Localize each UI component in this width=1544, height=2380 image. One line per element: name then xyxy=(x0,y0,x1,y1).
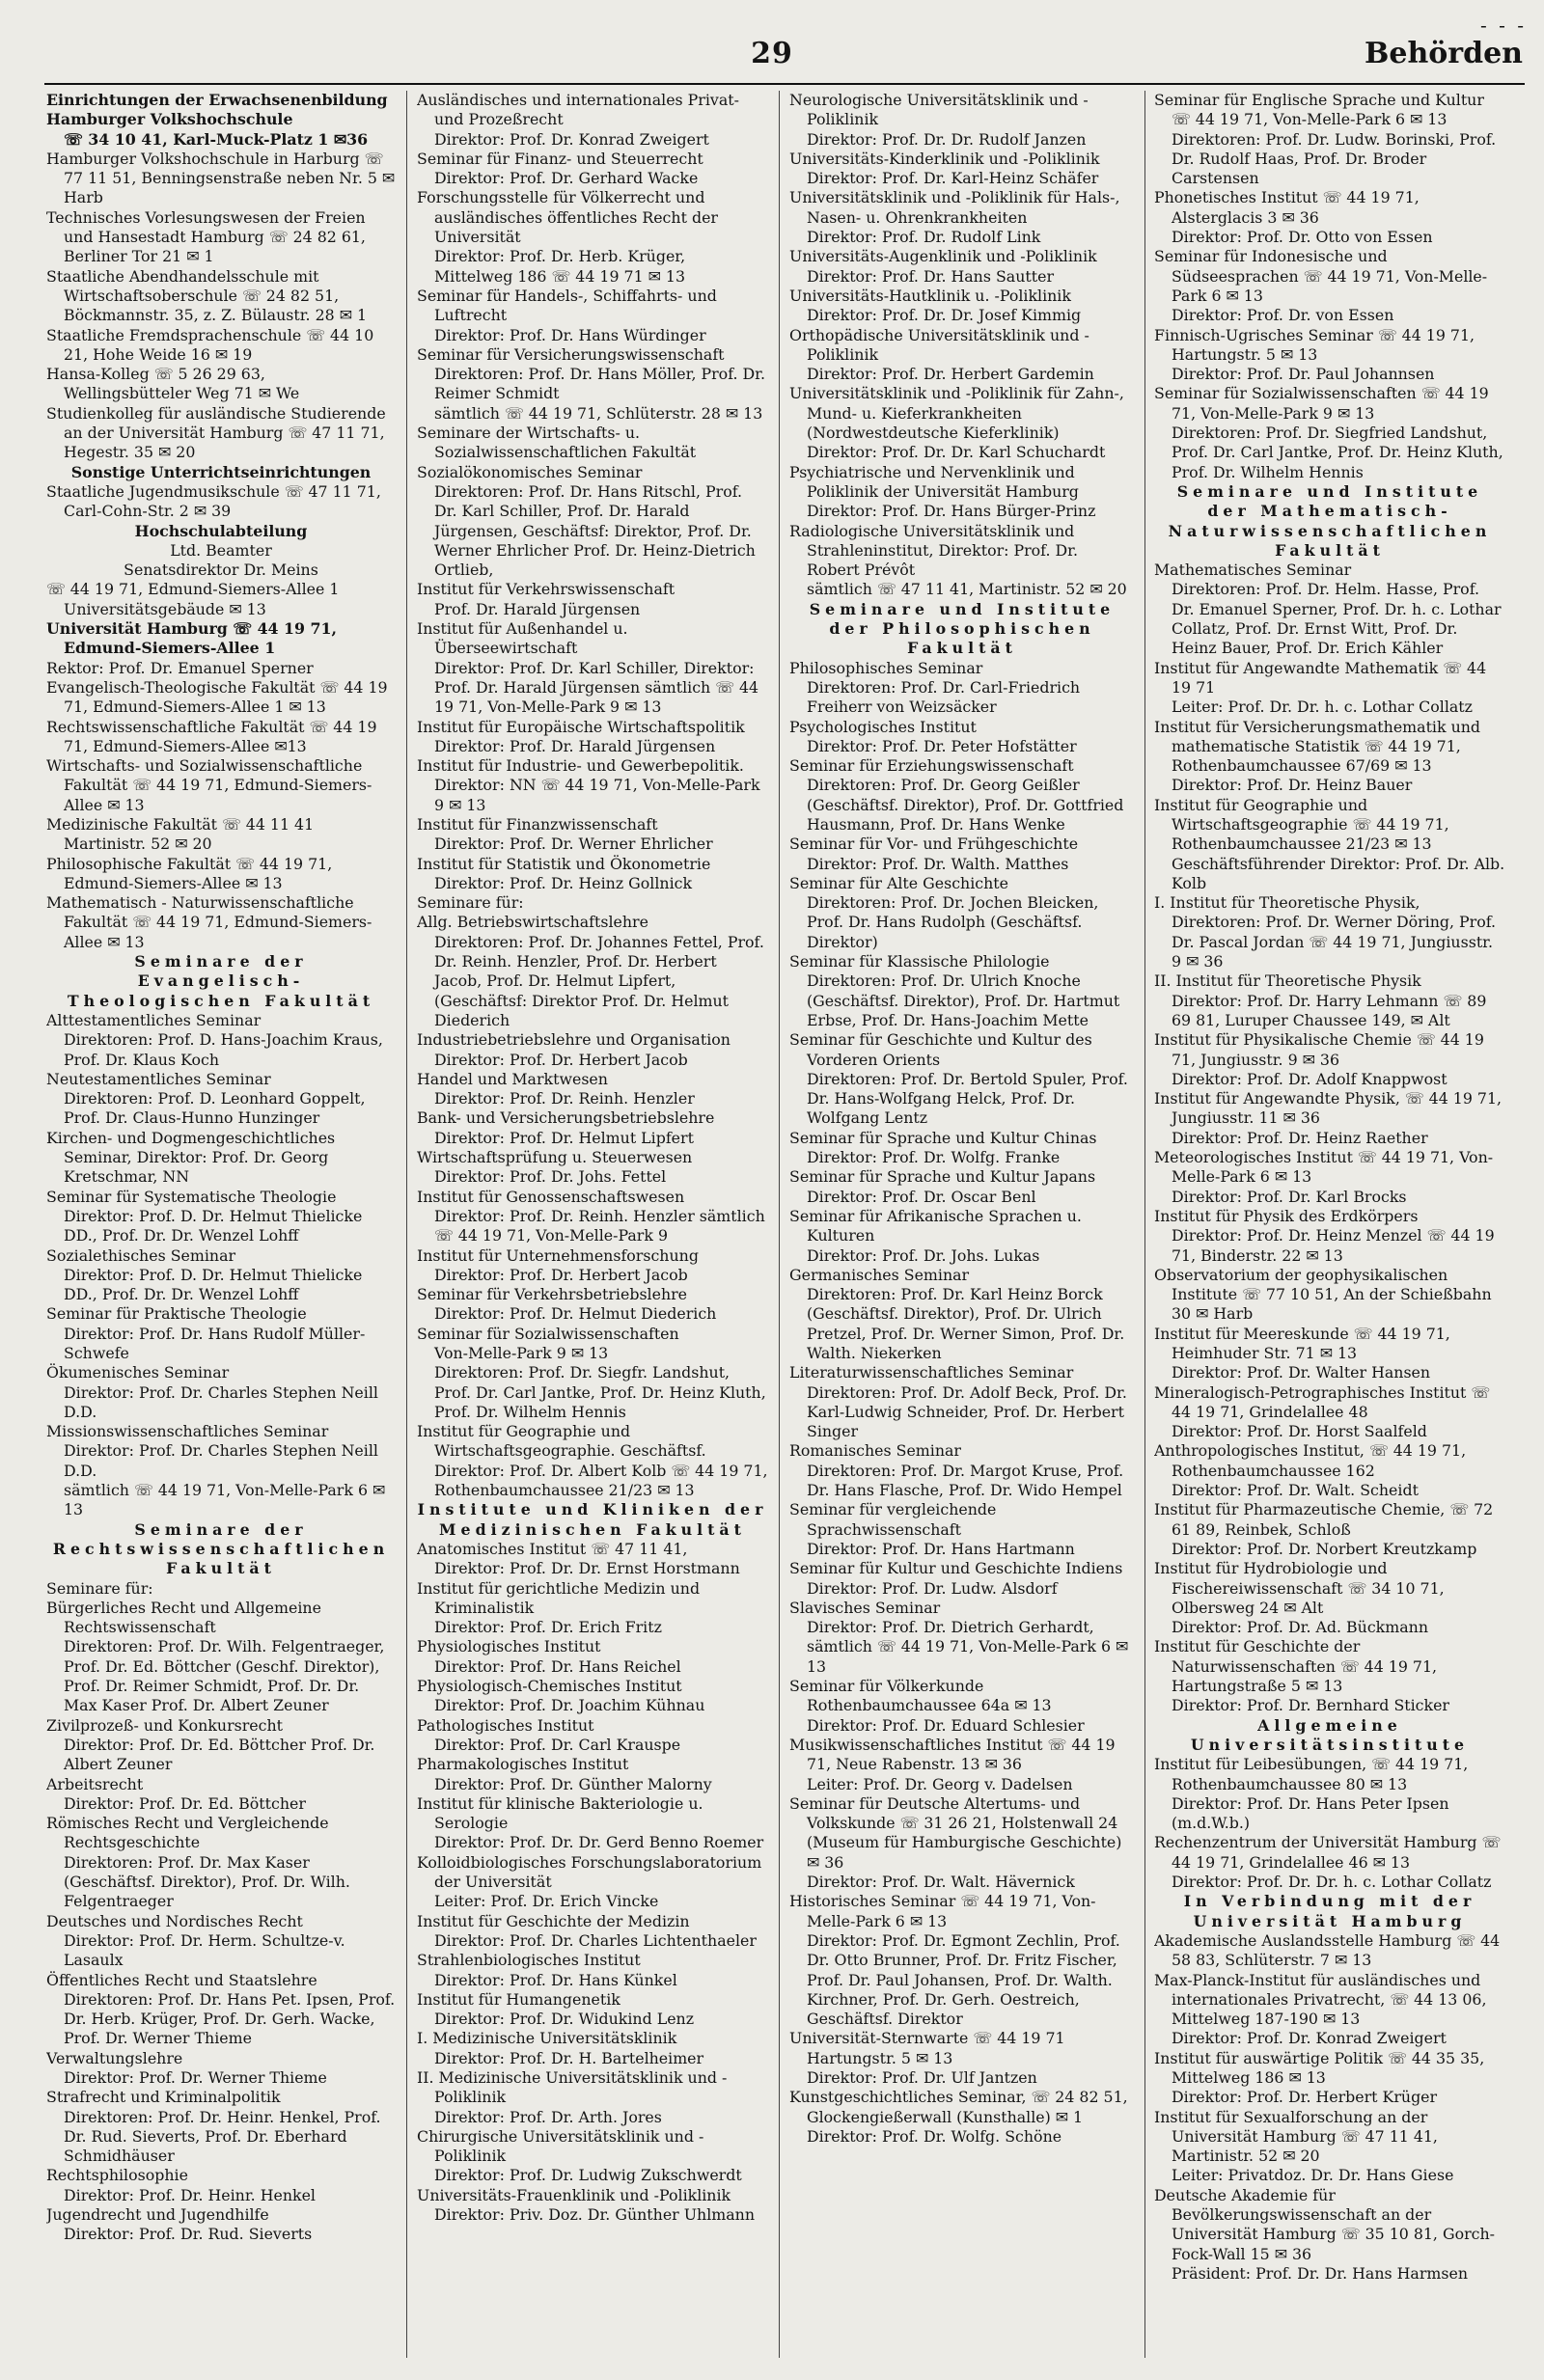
directory-entry: Hansa-Kolleg ☏ 5 26 29 63, Wellingsbütteler Weg 71 ✉ We xyxy=(46,365,300,403)
directory-entry: Institut für Meereskunde ☏ 44 19 71, Heimhuder Str. 71 ✉ 13 Direktor: Prof. Dr. Walter Hansen xyxy=(1154,1324,1450,1382)
directory-entry: Psychiatrische und Nervenklinik und Poliklinik der Universität Hamburg Direktor: Prof. Dr. Hans Bürger-Prinz xyxy=(789,462,1096,521)
column-4 xyxy=(1154,91,1505,2367)
directory-entry: Industriebetriebslehre und Organisation Direktor: Prof. Dr. Herbert Jacob xyxy=(417,1030,731,1069)
directory-entry: Seminar für Praktische Theologie Direktor: Prof. Dr. Hans Rudolf Müller-Schwefe xyxy=(46,1304,366,1362)
column-2 xyxy=(417,91,768,2367)
section-heading: Seminare der Evangelisch-Theologischen Fakultät xyxy=(67,952,375,1010)
directory-entry: Seminar für Kultur und Geschichte Indiens Direktor: Prof. Dr. Ludw. Alsdorf xyxy=(789,1559,1123,1598)
directory-entry: Philosophische Fakultät ☏ 44 19 71, Edmund-Siemers-Allee ✉ 13 xyxy=(46,854,333,892)
directory-entry: Wirtschaftsprüfung u. Steuerwesen Direktor: Prof. Dr. Johs. Fettel xyxy=(417,1148,693,1187)
directory-entry: Einrichtungen der Erwachsenenbildung xyxy=(46,91,388,109)
directory-entry: Handel und Marktwesen Direktor: Prof. Dr. Reinh. Henzler xyxy=(417,1069,695,1108)
directory-entry: Institut für Außenhandel u. Überseewirtschaft Direktor: Prof. Dr. Karl Schiller, Direktor: Prof. Dr. Harald Jürgensen sämtlich ☏ 44 19 71, Von-Melle-Park 9 ✉ 13 xyxy=(417,619,759,717)
directory-entry: Institut für Physik des Erdkörpers Direktor: Prof. Dr. Heinz Menzel ☏ 44 19 71, Binderstr. 22 ✉ 13 xyxy=(1154,1206,1495,1265)
directory-entry: Ltd. Beamter Senatsdirektor Dr. Meins xyxy=(124,540,318,580)
page-number: 29 xyxy=(751,37,793,70)
directory-entry: Hochschulabteilung xyxy=(134,521,308,540)
directory-entry: Institut für Hydrobiologie und Fischereiwissenschaft ☏ 34 10 71, Olbersweg 24 ✉ Alt Direktor: Prof. Dr. Ad. Bückmann xyxy=(1154,1559,1445,1637)
directory-entry: Seminar für Geschichte und Kultur des Vorderen Orients Direktoren: Prof. Dr. Bertold Spuler, Prof. Dr. Hans-Wolfgang Helck, Prof. Dr. Wolfgang Lentz xyxy=(789,1030,1128,1128)
directory-entry: Ausländisches und internationales Privat- und Prozeßrecht Direktor: Prof. Dr. Konrad Zweigert xyxy=(417,91,739,149)
directory-entry: Phonetisches Institut ☏ 44 19 71, Alsterglacis 3 ✉ 36 Direktor: Prof. Dr. Otto von Essen xyxy=(1154,188,1433,247)
directory-entry: Seminar für Völkerkunde Rothenbaumchaussee 64a ✉ 13 Direktor: Prof. Dr. Eduard Schlesier xyxy=(789,1677,1085,1735)
directory-entry: Staatliche Fremdsprachenschule ☏ 44 10 21, Hohe Weide 16 ✉ 19 xyxy=(46,325,374,364)
directory-entry: Seminar für Versicherungswissenschaft Direktoren: Prof. Dr. Hans Möller, Prof. Dr. Reimer Schmidt sämtlich ☏ 44 19 71, Schlüterstr. 28 ✉ 13 xyxy=(417,344,766,423)
directory-entry: Seminare der Wirtschafts- u. Sozialwissenschaftlichen Fakultät xyxy=(417,424,697,462)
directory-entry: Seminar für Deutsche Altertums- und Volkskunde ☏ 31 26 21, Holstenwall 24 (Museum für Hamburgische Geschichte) ✉ 36 Direktor: Prof. Dr. Walt. Hävernick xyxy=(789,1793,1122,1892)
directory-entry: Max-Planck-Institut für ausländisches und internationales Privatrecht, ☏ 44 13 06, Mittelweg 187-190 ✉ 13 Direktor: Prof. Dr. Konrad Zweigert xyxy=(1154,1970,1487,2048)
directory-entry: Neutestamentliches Seminar Direktoren: Prof. D. Leonhard Goppelt, Prof. Dr. Claus-Hunno Hunzinger xyxy=(46,1069,366,1128)
column-3 xyxy=(789,91,1135,2367)
directory-entry: Universitäts-Kinderklinik und -Poliklinik Direktor: Prof. Dr. Karl-Heinz Schäfer xyxy=(789,149,1100,188)
directory-entry: Pharmakologisches Institut Direktor: Prof. Dr. Günther Malorny xyxy=(417,1755,712,1793)
directory-entry: Universitätsklinik und -Poliklinik für Zahn-, Mund- u. Kieferkrankheiten (Nordwestdeutsche Kieferklinik) Direktor: Prof. Dr. Dr. Karl Schuchardt xyxy=(789,384,1124,462)
column-1 xyxy=(46,91,396,2367)
directory-entry: Germanisches Seminar Direktoren: Prof. Dr. Karl Heinz Borck (Geschäftsf. Direktor), Prof. Dr. Ulrich Pretzel, Prof. Dr. Werner Simon, Prof. Dr. Walth. Niekerken xyxy=(789,1265,1125,1362)
directory-entry: Hamburger Volkshochschule in Harburg ☏ 77 11 51, Benningsenstraße neben Nr. 5 ✉ Harb xyxy=(46,149,396,207)
section-heading: Seminare der Rechtswissenschaftlichen Fakultät xyxy=(52,1519,390,1578)
directory-entry: Staatliche Abendhandelsschule mit Wirtschaftsoberschule ☏ 24 82 51, Böckmannstr. 35, z. Z. Bülaustr. 28 ✉ 1 xyxy=(46,266,368,325)
directory-entry: Institut für klinische Bakteriologie u. Serologie Direktor: Prof. Dr. Dr. Gerd Benno Roemer xyxy=(417,1793,764,1852)
directory-entry: Kirchen- und Dogmengeschichtliches Seminar, Direktor: Prof. Dr. Georg Kretschmar, NN xyxy=(46,1128,336,1187)
directory-entry: Historisches Seminar ☏ 44 19 71, Von-Melle-Park 6 ✉ 13 Direktor: Prof. Dr. Egmont Zechlin, Prof. Dr. Otto Brunner, Prof. Dr. Fritz Fischer, Prof. Dr. Paul Johansen, Prof. Dr. Walth. Kirchner, Prof. Dr. Gerh. Oestreich, Geschäftsf. Direktor xyxy=(789,1892,1120,2029)
directory-entry: Institut für auswärtige Politik ☏ 44 35 35, Mittelweg 186 ✉ 13 Direktor: Prof. Dr. Herbert Krüger xyxy=(1154,2048,1485,2107)
directory-entry: Staatliche Jugendmusikschule ☏ 47 11 71, Carl-Cohn-Str. 2 ✉ 39 xyxy=(46,481,381,521)
directory-entry: Pathologisches Institut Direktor: Prof. Dr. Carl Krauspe xyxy=(417,1715,681,1754)
directory-entry: Institut für Angewandte Mathematik ☏ 44 19 71 Leiter: Prof. Dr. Dr. h. c. Lothar Collatz xyxy=(1154,658,1487,717)
directory-entry: II. Institut für Theoretische Physik Direktor: Prof. Dr. Harry Lehmann ☏ 89 69 81, Luruper Chaussee 149, ✉ Alt xyxy=(1154,971,1487,1029)
directory-entry: Institut für Finanzwissenschaft Direktor: Prof. Dr. Werner Ehrlicher xyxy=(417,814,713,854)
directory-entry: Seminar für Englische Sprache und Kultur ☏ 44 19 71, Von-Melle-Park 6 ✉ 13 Direktoren: Prof. Dr. Ludw. Borinski, Prof. Dr. Rudolf Haas, Prof. Dr. Broder Carstensen xyxy=(1154,91,1497,188)
directory-entry: Seminar für Indonesische und Südseesprachen ☏ 44 19 71, Von-Melle-Park 6 ✉ 13 Direktor: Prof. Dr. von Essen xyxy=(1154,247,1488,325)
directory-entry: Institut für Physikalische Chemie ☏ 44 19 71, Jungiusstr. 9 ✉ 36 Direktor: Prof. Dr. Adolf Knappwost xyxy=(1154,1030,1484,1088)
directory-entry: Mathematisches Seminar Direktoren: Prof. Dr. Helm. Hasse, Prof. Dr. Emanuel Sperner, Prof. Dr. h. c. Lothar Collatz, Prof. Dr. Ernst Witt, Prof. Dr. Heinz Bauer, Prof. Dr. Erich Kähler xyxy=(1154,561,1502,658)
directory-entry: Institut für Leibesübungen, ☏ 44 19 71, Rothenbaumchaussee 80 ✉ 13 Direktor: Prof. Dr. Hans Peter Ipsen (m.d.W.b.) xyxy=(1154,1755,1469,1833)
corner-mark: - - - xyxy=(1480,14,1527,37)
directory-entry: Kunstgeschichtliches Seminar, ☏ 24 82 51, Glockengießerwall (Kunsthalle) ✉ 1 Direktor: Prof. Dr. Wolfg. Schöne xyxy=(789,2088,1128,2146)
section-heading: Allgemeine Universitätsinstitute xyxy=(1190,1715,1470,1754)
directory-entry: I. Medizinische Universitätsklinik Direktor: Prof. Dr. H. Bartelheimer xyxy=(417,2029,704,2067)
directory-entry: Finnisch-Ugrisches Seminar ☏ 44 19 71, Hartungstr. 5 ✉ 13 Direktor: Prof. Dr. Paul Johannsen xyxy=(1154,325,1475,384)
directory-entry: Physiologisches Institut Direktor: Prof. Dr. Hans Reichel xyxy=(417,1637,681,1676)
column-divider xyxy=(406,91,407,2358)
directory-entry: Allg. Betriebswirtschaftslehre Direktoren: Prof. Dr. Johannes Fettel, Prof. Dr. Reinh. Henzler, Prof. Dr. Herbert Jacob, Prof. Dr. Helmut Lipfert, (Geschäftsf: Direktor Prof. Dr. Helmut Diederich xyxy=(417,913,764,1029)
directory-entry: Psychologisches Institut Direktor: Prof. Dr. Peter Hofstätter xyxy=(789,717,1077,755)
directory-entry: Seminar für Vor- und Frühgeschichte Direktor: Prof. Dr. Walth. Matthes xyxy=(789,834,1079,873)
header-rule xyxy=(44,83,1525,85)
directory-entry: Mineralogisch-Petrographisches Institut ☏ 44 19 71, Grindelallee 48 Direktor: Prof. Dr. Horst Saalfeld xyxy=(1154,1382,1491,1441)
directory-entry: Seminar für Finanz- und Steuerrecht Direktor: Prof. Dr. Gerhard Wacke xyxy=(417,149,703,188)
directory-entry: Musikwissenschaftliches Institut ☏ 44 19 71, Neue Rabenstr. 13 ✉ 36 Leiter: Prof. Dr. Georg v. Dadelsen xyxy=(789,1735,1116,1793)
directory-entry: Seminar für Handels-, Schiffahrts- und Luftrecht Direktor: Prof. Dr. Hans Würdinger xyxy=(417,286,717,344)
directory-entry: Seminar für Afrikanische Sprachen u. Kulturen Direktor: Prof. Dr. Johs. Lukas xyxy=(789,1206,1082,1265)
directory-entry: Technisches Vorlesungswesen der Freien und Hansestadt Hamburg ☏ 24 82 61, Berliner Tor 21 ✉ 1 xyxy=(46,207,366,266)
directory-entry: Akademische Auslandsstelle Hamburg ☏ 44 58 83, Schlüterstr. 7 ✉ 13 xyxy=(1154,1930,1501,1970)
directory-entry: Institut für Humangenetik Direktor: Prof. Dr. Widukind Lenz xyxy=(417,1989,695,2029)
directory-entry: Institut für Europäische Wirtschaftspolitik Direktor: Prof. Dr. Harald Jürgensen xyxy=(417,717,745,755)
directory-entry: Strafrecht und Kriminalpolitik Direktoren: Prof. Dr. Heinr. Henkel, Prof. Dr. Rud. Sieverts, Prof. Dr. Eberhard Schmidhäuser xyxy=(46,2088,381,2166)
directory-entry: Institut für Geographie und Wirtschaftsgeographie ☏ 44 19 71, Rothenbaumchaussee 21/23 ✉ 13 Geschäftsführender Direktor: Prof. Dr. Alb. Kolb xyxy=(1154,795,1505,892)
directory-entry: Institut für Genossenschaftswesen Direktor: Prof. Dr. Reinh. Henzler sämtlich ☏ 44 19 71, Von-Melle-Park 9 xyxy=(417,1187,765,1245)
section-heading: In Verbindung mit der Universität Hamburg xyxy=(1183,1892,1476,1930)
directory-entry: Universitätsklinik und -Poliklinik für Hals-, Nasen- u. Ohrenkrankheiten Direktor: Prof. Dr. Rudolf Link xyxy=(789,188,1120,247)
section-heading: Seminare und Institute der Mathematisch-Naturwissenschaftlichen Fakultät xyxy=(1168,481,1492,560)
directory-entry: Institut für Geographie und Wirtschaftsgeographie. Geschäftsf. Direktor: Prof. Dr. Albert Kolb ☏ 44 19 71, Rothenbaumchaussee 21/23 ✉ 13 xyxy=(417,1422,768,1500)
directory-entry: Evangelisch-Theologische Fakultät ☏ 44 19 71, Edmund-Siemers-Allee 1 ✉ 13 xyxy=(46,677,388,717)
directory-entry: Anthropologisches Institut, ☏ 44 19 71, Rothenbaumchaussee 162 Direktor: Prof. Dr. Walt. Scheidt xyxy=(1154,1441,1467,1500)
directory-entry: Literaturwissenschaftliches Seminar Direktoren: Prof. Dr. Adolf Beck, Prof. Dr. Karl-Ludwig Schneider, Prof. Dr. Herbert Singer xyxy=(789,1363,1127,1441)
section-title: Behörden xyxy=(1365,37,1523,70)
directory-entry: Rechenzentrum der Universität Hamburg ☏ 44 19 71, Grindelallee 46 ✉ 13 Direktor: Prof. Dr. Dr. h. c. Lothar Collatz xyxy=(1154,1833,1502,1892)
directory-entry: Physiologisch-Chemisches Institut Direktor: Prof. Dr. Joachim Kühnau xyxy=(417,1677,705,1715)
directory-entry: Wirtschafts- und Sozialwissenschaftliche Fakultät ☏ 44 19 71, Edmund-Siemers-Allee ✉ 13 xyxy=(46,756,372,814)
directory-entry: Institut für Geschichte der Medizin Direktor: Prof. Dr. Charles Lichtenthaeler xyxy=(417,1911,757,1950)
directory-entry: Öffentliches Recht und Staatslehre Direktoren: Prof. Dr. Hans Pet. Ipsen, Prof. Dr. Herb. Krüger, Prof. Dr. Gerh. Wacke, Prof. Dr. Werner Thieme xyxy=(46,1970,396,2048)
directory-entry: Rechtsphilosophie Direktor: Prof. Dr. Heinr. Henkel xyxy=(46,2166,316,2204)
directory-entry: II. Medizinische Universitätsklinik und -Poliklinik Direktor: Prof. Dr. Arth. Jores xyxy=(417,2067,728,2126)
directory-entry: Universität Hamburg ☏ 44 19 71, Edmund-Siemers-Allee 1 xyxy=(46,619,338,658)
directory-entry: Deutsches und Nordisches Recht Direktor: Prof. Dr. Herm. Schultze-v. Lasaulx xyxy=(46,1911,345,1970)
directory-entry: Institut für Industrie- und Gewerbepolitik. Direktor: NN ☏ 44 19 71, Von-Melle-Park 9 ✉ 13 xyxy=(417,756,760,814)
directory-entry: Neurologische Universitätsklinik und -Poliklinik Direktor: Prof. Dr. Dr. Rudolf Janzen xyxy=(789,91,1089,149)
directory-entry: Alttestamentliches Seminar Direktoren: Prof. D. Hans-Joachim Kraus, Prof. Dr. Klaus Koch xyxy=(46,1010,383,1069)
directory-entry: Institut für Sexualforschung an der Universität Hamburg ☏ 47 11 41, Martinistr. 52 ✉ 20 Leiter: Privatdoz. Dr. Dr. Hans Giese xyxy=(1154,2107,1454,2185)
directory-entry: Institut für Verkehrswissenschaft Prof. Dr. Harald Jürgensen xyxy=(417,580,676,618)
directory-entry: Observatorium der geophysikalischen Institute ☏ 77 10 51, An der Schießbahn 30 ✉ Harb xyxy=(1154,1265,1492,1324)
directory-entry: Verwaltungslehre Direktor: Prof. Dr. Werner Thieme xyxy=(46,2048,327,2087)
directory-entry: Forschungsstelle für Völkerrecht und ausländisches öffentliches Recht der Universität Direktor: Prof. Dr. Herb. Krüger, Mittelweg 186 ☏ 44 19 71 ✉ 13 xyxy=(417,188,718,286)
directory-entry: Seminar für Sozialwissenschaften ☏ 44 19 71, Von-Melle-Park 9 ✉ 13 Direktoren: Prof. Dr. Siegfried Landshut, Prof. Dr. Carl Jantke, Prof. Dr. Heinz Kluth, Prof. Dr. Wilhelm Hennis xyxy=(1154,384,1503,481)
column-divider xyxy=(779,91,780,2358)
directory-entry: Seminar für Sprache und Kultur Japans Direktor: Prof. Dr. Oscar Benl xyxy=(789,1167,1096,1206)
directory-entry: Seminare für: xyxy=(46,1578,153,1598)
directory-entry: Slavisches Seminar Direktor: Prof. Dr. Dietrich Gerhardt, sämtlich ☏ 44 19 71, Von-Melle-Park 6 ✉ 13 xyxy=(789,1598,1129,1676)
section-heading: Institute und Kliniken der Medizinischen Fakultät xyxy=(417,1500,768,1539)
directory-entry: ☏ 44 19 71, Edmund-Siemers-Allee 1 Universitätsgebäude ✉ 13 xyxy=(46,580,340,618)
directory-entry: Anatomisches Institut ☏ 47 11 41, Direktor: Prof. Dr. Dr. Ernst Horstmann xyxy=(417,1539,740,1578)
directory-entry: Sozialökonomisches Seminar Direktoren: Prof. Dr. Hans Ritschl, Prof. Dr. Karl Schiller, Prof. Dr. Harald Jürgensen, Geschäftsf: Direktor, Prof. Dr. Werner Ehrlicher Prof. Dr. Heinz-Dietrich Ortlieb, xyxy=(417,462,756,580)
directory-entry: Seminar für Klassische Philologie Direktoren: Prof. Dr. Ulrich Knoche (Geschäftsf. Direktor), Prof. Dr. Hartmut Erbse, Prof. Dr. Hans-Joachim Mette xyxy=(789,952,1120,1029)
directory-entry: Seminar für Verkehrsbetriebslehre Direktor: Prof. Dr. Helmut Diederich xyxy=(417,1285,717,1324)
column-divider xyxy=(1144,91,1145,2358)
directory-entry: Meteorologisches Institut ☏ 44 19 71, Von-Melle-Park 6 ✉ 13 Direktor: Prof. Dr. Karl Brocks xyxy=(1154,1148,1494,1206)
directory-entry: Studienkolleg für ausländische Studierende an der Universität Hamburg ☏ 47 11 71, Hegestr. 35 ✉ 20 xyxy=(46,403,386,462)
directory-entry: Institut für Angewandte Physik, ☏ 44 19 71, Jungiusstr. 11 ✉ 36 Direktor: Prof. Dr. Heinz Raether xyxy=(1154,1089,1503,1147)
directory-entry: Orthopädische Universitätsklinik und -Poliklinik Direktor: Prof. Dr. Herbert Gardemin xyxy=(789,325,1094,384)
directory-entry: Chirurgische Universitätsklinik und -Poliklinik Direktor: Prof. Dr. Ludwig Zukschwerdt xyxy=(417,2126,742,2185)
directory-entry: Universität-Sternwarte ☏ 44 19 71 Hartungstr. 5 ✉ 13 Direktor: Prof. Dr. Ulf Jantzen xyxy=(789,2029,1065,2087)
directory-entry: Römisches Recht und Vergleichende Rechtsgeschichte Direktoren: Prof. Dr. Max Kaser (Geschäftsf. Direktor), Prof. Dr. Wilh. Felgentraeger xyxy=(46,1814,350,1911)
directory-entry: Jugendrecht und Jugendhilfe Direktor: Prof. Dr. Rud. Sieverts xyxy=(46,2205,313,2244)
directory-entry: Romanisches Seminar Direktoren: Prof. Dr. Margot Kruse, Prof. Dr. Hans Flasche, Prof. Dr. Wido Hempel xyxy=(789,1441,1124,1500)
directory-entry: Zivilprozeß- und Konkursrecht Direktor: Prof. Dr. Ed. Böttcher Prof. Dr. Albert Zeuner xyxy=(46,1715,375,1774)
section-heading: Seminare und Institute der Philosophischen Fakultät xyxy=(809,599,1116,658)
directory-entry: Seminar für Sprache und Kultur Chinas Direktor: Prof. Dr. Wolfg. Franke xyxy=(789,1128,1097,1167)
directory-entry: Philosophisches Seminar Direktoren: Prof. Dr. Carl-Friedrich Freiherr von Weizsäcker xyxy=(789,658,1081,717)
directory-entry: Kolloidbiologisches Forschungslaboratorium der Universität Leiter: Prof. Dr. Erich Vincke xyxy=(417,1852,762,1911)
directory-entry: Seminar für Sozialwissenschaften Von-Melle-Park 9 ✉ 13 Direktoren: Prof. Dr. Siegfr. Landshut, Prof. Dr. Carl Jantke, Prof. Dr. Heinz Kluth, Prof. Dr. Wilhelm Hennis xyxy=(417,1324,766,1421)
directory-entry: Deutsche Akademie für Bevölkerungswissenschaft an der Universität Hamburg ☏ 35 10 81, Gorch-Fock-Wall 15 ✉ 36 Präsident: Prof. Dr. Dr. Hans Harmsen xyxy=(1154,2185,1496,2283)
directory-entry: Institut für Pharmazeutische Chemie, ☏ 72 61 89, Reinbek, Schloß Direktor: Prof. Dr. Norbert Kreutzkamp xyxy=(1154,1500,1494,1558)
directory-entry: Seminar für Systematische Theologie Direktor: Prof. D. Dr. Helmut Thielicke DD., Prof. Dr. Dr. Wenzel Lohff xyxy=(46,1187,363,1245)
directory-entry: Arbeitsrecht Direktor: Prof. Dr. Ed. Böttcher xyxy=(46,1774,306,1813)
directory-entry: Strahlenbiologisches Institut Direktor: Prof. Dr. Hans Künkel xyxy=(417,1951,677,1989)
directory-entry: Bürgerliches Recht und Allgemeine Rechtswissenschaft Direktoren: Prof. Dr. Wilh. Felgentraeger, Prof. Dr. Ed. Böttcher (Geschf. Direktor), Prof. Dr. Reimer Schmidt, Prof. Dr. Dr. Max Kaser Prof. Dr. Albert Zeuner xyxy=(46,1598,385,1715)
directory-entry: Universitäts-Hautklinik u. -Poliklinik Direktor: Prof. Dr. Dr. Josef Kimmig xyxy=(789,286,1082,325)
directory-entry: Seminare für: xyxy=(417,893,524,913)
directory-entry: Institut für gerichtliche Medizin und Kriminalistik Direktor: Prof. Dr. Erich Fritz xyxy=(417,1578,701,1637)
directory-entry: Institut für Statistik und Ökonometrie Direktor: Prof. Dr. Heinz Gollnick xyxy=(417,854,711,892)
directory-entry: Radiologische Universitätsklinik und Strahleninstitut, Direktor: Prof. Dr. Robert Prévôt sämtlich ☏ 47 11 41, Martinistr. 52 ✉ 20 xyxy=(789,521,1127,599)
directory-entry: Bank- und Versicherungsbetriebslehre Direktor: Prof. Dr. Helmut Lipfert xyxy=(417,1108,715,1147)
directory-entry: Hamburger Volkshochschule ☏ 34 10 41, Karl-Muck-Platz 1 ✉36 xyxy=(46,110,369,149)
directory-entry: Seminar für vergleichende Sprachwissenschaft Direktor: Prof. Dr. Hans Hartmann xyxy=(789,1500,1075,1558)
directory-entry: Institut für Versicherungsmathematik und mathematische Statistik ☏ 44 19 71, Rothenbaumchaussee 67/69 ✉ 13 Direktor: Prof. Dr. Heinz Bauer xyxy=(1154,717,1481,795)
directory-entry: Institut für Geschichte der Naturwissenschaften ☏ 44 19 71, Hartungstraße 5 ✉ 13 Direktor: Prof. Dr. Bernhard Sticker xyxy=(1154,1637,1449,1715)
directory-entry: Universitäts-Augenklinik und -Poliklinik Direktor: Prof. Dr. Hans Sautter xyxy=(789,247,1097,286)
directory-entry: Medizinische Fakultät ☏ 44 11 41 Martinistr. 52 ✉ 20 xyxy=(46,814,315,854)
directory-entry: Missionswissenschaftliches Seminar Direktor: Prof. Dr. Charles Stephen Neill D.D. sämtlich ☏ 44 19 71, Von-Melle-Park 6 ✉ 13 xyxy=(46,1422,386,1519)
directory-entry: Rechtswissenschaftliche Fakultät ☏ 44 19 71, Edmund-Siemers-Allee ✉13 xyxy=(46,717,377,755)
directory-entry: Rektor: Prof. Dr. Emanuel Sperner xyxy=(46,658,314,677)
directory-entry: Institut für Unternehmensforschung Direktor: Prof. Dr. Herbert Jacob xyxy=(417,1245,699,1284)
directory-entry: Mathematisch - Naturwissenschaftliche Fakultät ☏ 44 19 71, Edmund-Siemers-Allee ✉ 13 xyxy=(46,893,372,951)
directory-entry: Ökumenisches Seminar Direktor: Prof. Dr. Charles Stephen Neill D.D. xyxy=(46,1363,378,1421)
directory-entry: Universitäts-Frauenklinik und -Poliklinik Direktor: Priv. Doz. Dr. Günther Uhlmann xyxy=(417,2185,756,2225)
directory-entry: Seminar für Erziehungswissenschaft Direktoren: Prof. Dr. Georg Geißler (Geschäftsf. Direktor), Prof. Dr. Gottfried Hausmann, Prof. Dr. Hans Wenke xyxy=(789,756,1124,834)
directory-entry: Sozialethisches Seminar Direktor: Prof. D. Dr. Helmut Thielicke DD., Prof. Dr. Dr. Wenzel Lohff xyxy=(46,1245,363,1304)
directory-entry: Seminar für Alte Geschichte Direktoren: Prof. Dr. Jochen Bleicken, Prof. Dr. Hans Rudolph (Geschäftsf. Direktor) xyxy=(789,873,1099,951)
directory-entry: I. Institut für Theoretische Physik, Direktoren: Prof. Dr. Werner Döring, Prof. Dr. Pascal Jordan ☏ 44 19 71, Jungiusstr. 9 ✉ 36 xyxy=(1154,893,1497,971)
directory-entry: Sonstige Unterrichtseinrichtungen xyxy=(70,462,372,481)
